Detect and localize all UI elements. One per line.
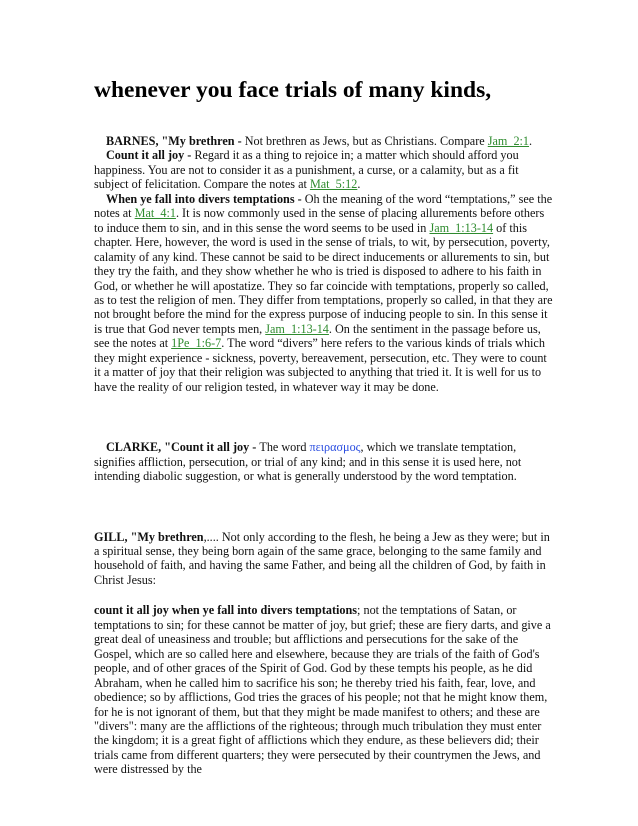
gill-paragraph-2 bbox=[94, 603, 554, 776]
barnes-text: of this chapter. Here, however, the word is used in the sense of trials, to wit, by persecution, poverty, calamity of any kind. These cannot be said to be direct inducements or allurements to sin, but they try the faith, and they show whether he who is tried is disposed to adhere to his faith in God, or whether he will apostatize. They so far coincide with temptations, properly so called, as to test the religion of men. They differ from temptations, properly so called, in that they are not brought before the mind for the express purpose of inducing people to sin. In this sense it is true that God never tempts men, bbox=[94, 220, 553, 336]
barnes-heading: BARNES, "My brethren - bbox=[106, 134, 245, 148]
barnes-paragraph-2: Count it all joy - Regard it as a thing to rejoice in; a matter which should afford you happiness. You are not to consider it as a punishment, a curse, or a calamity, but as a fit subject of felicitation. Compare the notes at Mat_5:12. bbox=[94, 148, 519, 192]
scripture-link-mat-5-12[interactable]: Mat_5:12 bbox=[309, 177, 358, 192]
clarke-heading: CLARKE, "Count it all joy - bbox=[106, 440, 260, 455]
barnes-paragraph-3 bbox=[94, 192, 554, 394]
scripture-link-jam-2-1[interactable]: Jam_2:1 bbox=[487, 134, 530, 148]
barnes-text: Regard it as a thing to rejoice in; a matter which should afford you happiness. You are not to consider it as a punishment, a curse, or a calamity, but as a fit subject of felicitation. Compare the notes at bbox=[94, 148, 519, 192]
barnes-subheading: When ye fall into divers temptations - bbox=[106, 191, 305, 206]
gill-heading: GILL, "My brethren bbox=[94, 529, 204, 544]
page-title: whenever you face trials of many kinds, bbox=[94, 77, 492, 103]
barnes-text: . On the sentiment in the passage before us, see the notes at bbox=[94, 321, 541, 351]
scripture-link-jam-1-13-14[interactable]: Jam_1:13-14 bbox=[265, 321, 329, 336]
barnes-text: . The word “divers” here refers to the various kinds of trials which they might experience - sickness, poverty, bereavement, persecution, etc. They were to count it a matter of joy that their religion was subjected to anything that tried it. It is well for us to have the reality of our religion tested, in whatever way it may be done. bbox=[94, 336, 547, 394]
barnes-paragraph-1: BARNES, "My brethren - Not brethren as Jews, but as Christians. Compare Jam_2:1. bbox=[106, 134, 533, 148]
gill-text: ; not the temptations of Satan, or temptations to sin; for these cannot be matter of joy, but grief; these are fiery darts, and give a great deal of uneasiness and trouble; but afflictions and persecutions for the sake of the Gospel, which are so called here and elsewhere, because they are trials of the faith of God's people, and of other graces of the Spirit of God. God by these tempts his people, as he did Abraham, when he called him to sacrifice his son; he thereby tried his faith, fear, love, and obedience; so by afflictions, God tries the graces of his people; not that he might know them, for he is not ignorant of them, but that they might be made manifest to others; and these are "divers": many are the afflictions of the righteous; through much tribulation they must enter the kingdom; it is a great fight of afflictions which they endure, as these believers did; their trials came from different quarters; they were persecuted by their countrymen the Jews, and were distressed by the bbox=[94, 603, 551, 777]
document-page bbox=[94, 66, 554, 777]
barnes-text: Oh the meaning of the word “temptations,” see the notes at bbox=[94, 191, 553, 221]
scripture-link-1pe-1-6-7[interactable]: 1Pe_1:6-7 bbox=[171, 336, 222, 351]
clarke-paragraph bbox=[94, 440, 554, 483]
barnes-text: Not brethren as Jews, but as Christians. Compare bbox=[244, 134, 488, 148]
gill-paragraph-1 bbox=[94, 530, 554, 588]
scripture-link-jam-1-13-14[interactable]: Jam_1:13-14 bbox=[429, 220, 494, 235]
clarke-text: The word bbox=[259, 440, 310, 455]
clarke-text: , which we translate temptation, signifies affliction, persecution, or trial of any kind; and in this sense it is used here, not intending diabolic suggestion, or what is generally understood by the word temptation. bbox=[94, 440, 522, 484]
barnes-text: . It is now commonly used in the sense of placing allurements before others to induce them to sin, and in this sense the word seems to be used in bbox=[94, 206, 545, 235]
greek-word: πειρασμος bbox=[309, 440, 361, 455]
gill-subheading: count it all joy when ye fall into divers temptations bbox=[94, 603, 358, 618]
scripture-link-mat-4-1[interactable]: Mat_4:1 bbox=[134, 206, 176, 221]
barnes-subheading: Count it all joy - bbox=[106, 148, 195, 163]
gill-text: ,.... Not only according to the flesh, he being a Jew as they were; but in a spiritual sense, they being born again of the same grace, belonging to the same family and household of faith, and having the same Father, and being all the children of God, by faith in Christ Jesus: bbox=[94, 529, 550, 587]
